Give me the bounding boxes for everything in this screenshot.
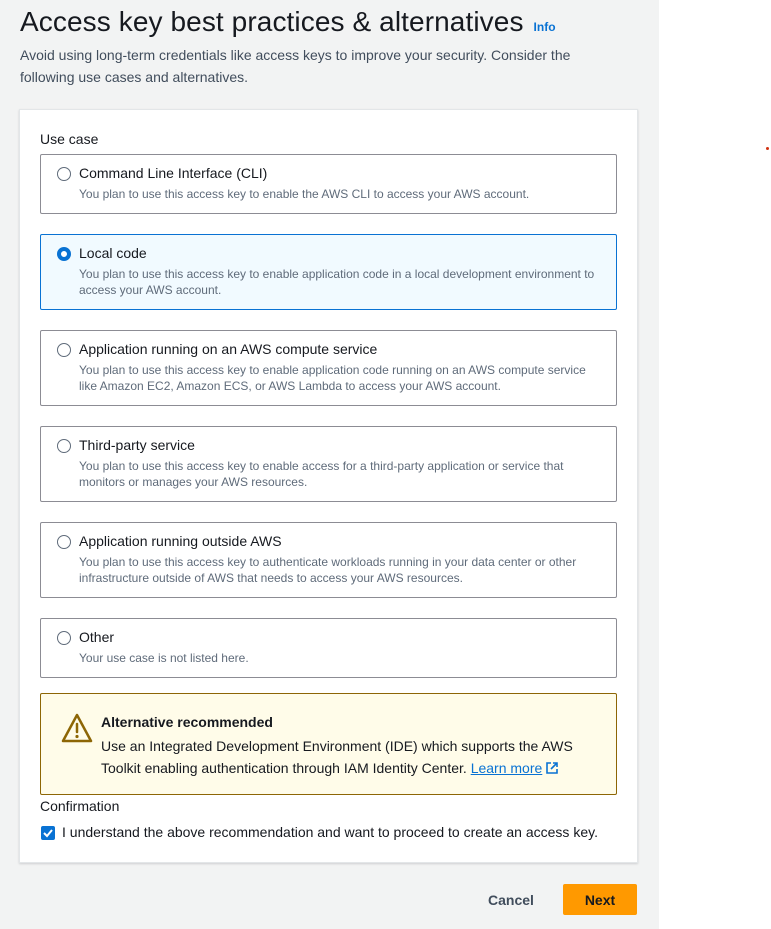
title-row [20, 6, 640, 38]
use-case-label: Use case [40, 131, 99, 147]
option-title: Other [79, 629, 115, 645]
option-cli[interactable] [40, 154, 617, 214]
option-description: Your use case is not listed here. [79, 651, 249, 665]
warning-icon [60, 712, 94, 744]
radio-other[interactable] [57, 631, 71, 645]
radio-outside-aws[interactable] [57, 535, 71, 549]
option-local-code[interactable] [40, 234, 617, 310]
external-link-icon [545, 761, 559, 775]
option-other[interactable] [40, 618, 617, 678]
confirmation-label: Confirmation [40, 798, 120, 814]
confirmation-checkbox[interactable] [41, 826, 55, 840]
use-case-panel [19, 109, 638, 863]
radio-third-party[interactable] [57, 439, 71, 453]
page-description: Avoid using long-term credentials like access keys to improve your security. Consider the following use cases and alternatives. [20, 47, 571, 85]
alert-body [101, 735, 601, 779]
alert-title: Alternative recommended [101, 714, 273, 730]
checkmark-icon [42, 827, 54, 839]
option-description: You plan to use this access key to enable application code running on an AWS compute service like Amazon EC2, Amazon ECS, or AWS Lambda to access your AWS account. [79, 363, 586, 393]
alert-text: Use an Integrated Development Environment (IDE) which supports the AWS Toolkit enabling authentication through IAM Identity Center. [101, 738, 573, 776]
option-title: Application running outside AWS [79, 533, 282, 549]
option-description: You plan to use this access key to enable access for a third-party application or service that monitors or manages your AWS resources. [79, 459, 564, 489]
option-title: Local code [79, 245, 147, 261]
cancel-button[interactable]: Cancel [476, 884, 546, 915]
option-title: Third-party service [79, 437, 195, 453]
option-description: You plan to use this access key to authenticate workloads running in your data center or other infrastructure outside of AWS that needs to access your AWS resources. [79, 555, 577, 585]
next-button[interactable]: Next [563, 884, 637, 915]
option-title: Application running on an AWS compute service [79, 341, 378, 357]
page-title: Access key best practices & alternatives [20, 6, 524, 37]
option-title: Command Line Interface (CLI) [79, 165, 268, 181]
page-header [20, 6, 640, 88]
option-aws-compute[interactable] [40, 330, 617, 406]
confirmation-checkbox-label[interactable]: I understand the above recommendation and want to proceed to create an access key. [62, 824, 598, 840]
radio-cli[interactable] [57, 167, 71, 181]
option-description: You plan to use this access key to enable the AWS CLI to access your AWS account. [79, 187, 530, 201]
learn-more-link[interactable] [471, 760, 560, 776]
learn-more-label: Learn more [470, 760, 543, 776]
radio-aws-compute[interactable] [57, 343, 71, 357]
option-third-party[interactable] [40, 426, 617, 502]
option-description: You plan to use this access key to enable application code in a local development environment to access your AWS account. [79, 267, 595, 297]
stray-dot [766, 147, 769, 150]
option-outside-aws[interactable] [40, 522, 617, 598]
alternative-alert [40, 693, 617, 795]
radio-local-code[interactable] [57, 247, 71, 261]
info-link[interactable]: Info [533, 20, 556, 34]
